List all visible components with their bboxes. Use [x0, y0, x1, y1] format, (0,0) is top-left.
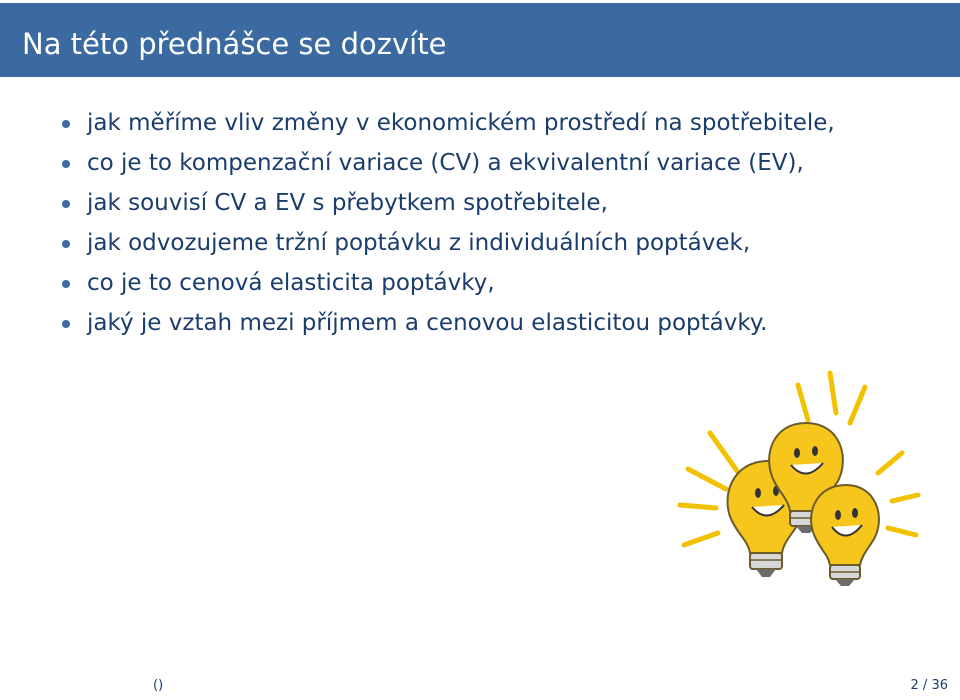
lightbulbs-icon — [670, 365, 930, 595]
footer-left: () — [153, 678, 164, 693]
page-counter — [911, 678, 949, 693]
bullet-dot-icon — [62, 120, 70, 128]
bullet-dot-icon — [62, 240, 70, 248]
bullet-dot-icon — [62, 160, 70, 168]
bullet-text: jak souvisí CV a EV s přebytkem spotřebitele, — [87, 190, 608, 216]
bullet-dot-icon — [62, 200, 70, 208]
bullet-text: co je to kompenzační variace (CV) a ekvivalentní variace (EV), — [87, 150, 804, 176]
bulb-right — [811, 485, 879, 586]
bullet-dot-icon — [62, 280, 70, 288]
bullet-text: jak odvozujeme tržní poptávku z individuálních poptávek, — [87, 230, 751, 256]
bullet-text: co je to cenová elasticita poptávky, — [87, 270, 495, 296]
slide-title: Na této přednášce se dozvíte — [22, 27, 447, 61]
bullet-dot-icon — [62, 320, 70, 328]
bullet-text: jaký je vztah mezi příjmem a cenovou elasticitou poptávky. — [87, 310, 768, 336]
page-separator: / — [922, 678, 928, 693]
title-bar — [0, 3, 960, 77]
page-current: 2 — [910, 678, 919, 693]
page-total: 36 — [931, 678, 948, 693]
bullet-text: jak měříme vliv změny v ekonomickém prostředí na spotřebitele, — [87, 110, 835, 136]
